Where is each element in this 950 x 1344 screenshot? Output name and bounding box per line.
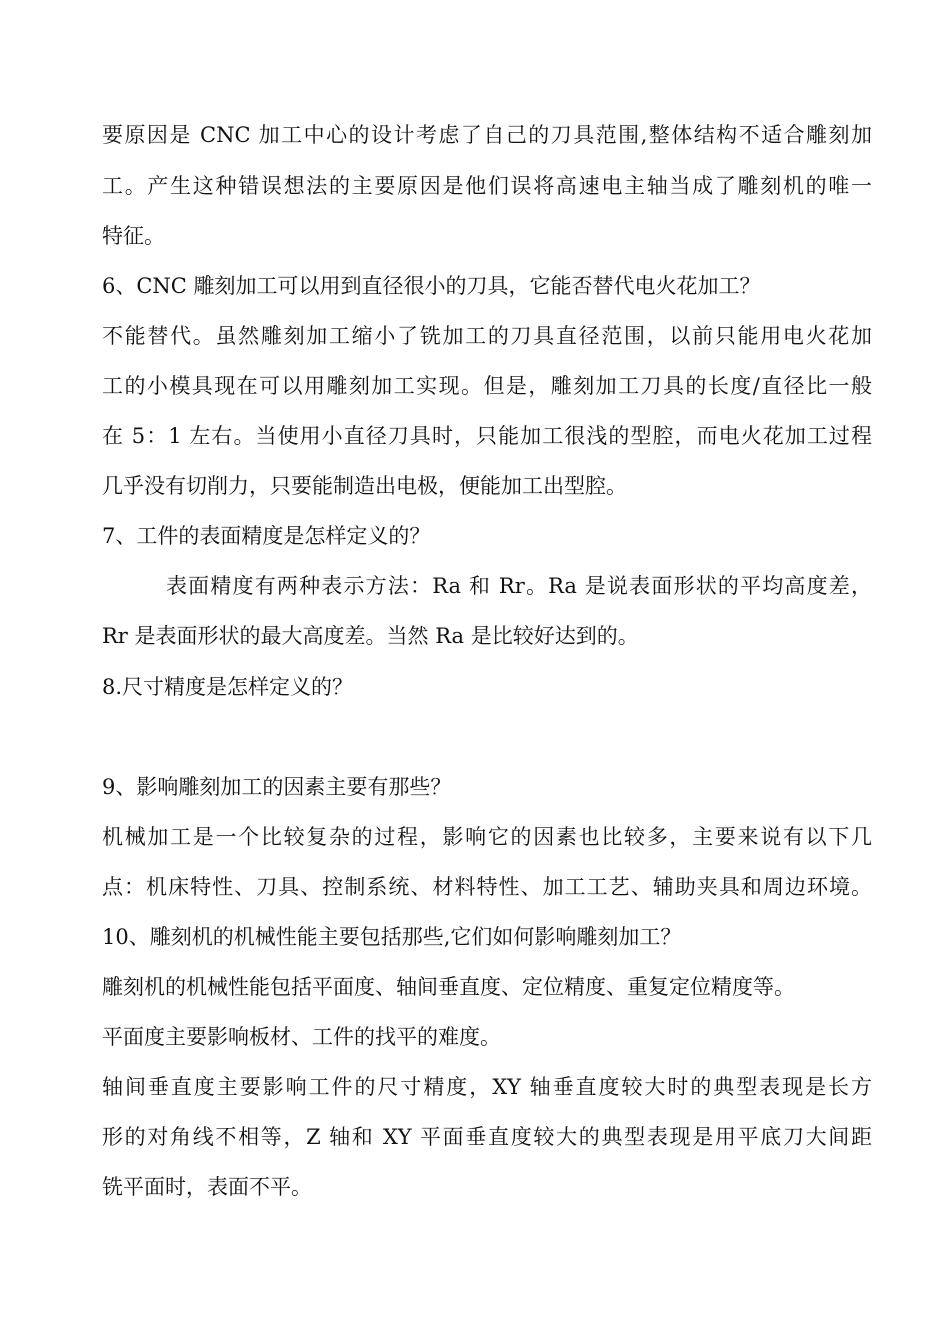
question-heading: 10、雕刻机的机械性能主要包括那些,它们如何影响雕刻加工？: [102, 925, 682, 949]
paragraph-line: 工的小模具现在可以用雕刻加工实现。但是，雕刻加工刀具的长度/直径比一般: [102, 374, 872, 398]
paragraph-line: 特征。: [102, 224, 165, 248]
paragraph-line: 工。产生这种错误想法的主要原因是他们误将高速电主轴当成了雕刻机的唯一: [102, 174, 872, 198]
question-heading: 7、工件的表面精度是怎样定义的？: [102, 524, 431, 548]
paragraph-line: Rr 是表面形状的最大高度差。当然 Ra 是比较好达到的。: [102, 624, 639, 648]
paragraph-line: 几乎没有切削力，只要能制造出电极，便能加工出型腔。: [102, 474, 627, 498]
paragraph-line: 点：机床特性、刀具、控制系统、材料特性、加工工艺、辅助夹具和周边环境。: [102, 875, 872, 899]
paragraph-line: 雕刻机的机械性能包括平面度、轴间垂直度、定位精度、重复定位精度等。: [102, 975, 795, 999]
paragraph-line: 铣平面时，表面不平。: [102, 1175, 312, 1199]
paragraph-line: 不能替代。虽然雕刻加工缩小了铣加工的刀具直径范围，以前只能用电火花加: [102, 324, 872, 348]
paragraph-line: 平面度主要影响板材、工件的找平的难度。: [102, 1025, 501, 1049]
paragraph-line: 机械加工是一个比较复杂的过程，影响它的因素也比较多，主要来说有以下几: [102, 825, 872, 849]
paragraph-line: 要原因是 CNC 加工中心的设计考虑了自己的刀具范围,整体结构不适合雕刻加: [102, 123, 872, 147]
paragraph-line: 轴间垂直度主要影响工件的尺寸精度，XY 轴垂直度较大时的典型表现是长方: [102, 1075, 872, 1099]
paragraph-line: 在 5：1 左右。当使用小直径刀具时，只能加工很浅的型腔，而电火花加工过程: [102, 424, 872, 448]
question-heading: 6、CNC 雕刻加工可以用到直径很小的刀具，它能否替代电火花加工？: [102, 274, 761, 298]
question-heading: 9、影响雕刻加工的因素主要有那些？: [102, 775, 452, 799]
paragraph-line: 形的对角线不相等，Z 轴和 XY 平面垂直度较大的典型表现是用平底刀大间距: [102, 1125, 872, 1149]
paragraph-line: 表面精度有两种表示方法：Ra 和 Rr。Ra 是说表面形状的平均高度差，: [166, 574, 872, 598]
question-heading: 8.尺寸精度是怎样定义的？: [102, 675, 354, 699]
